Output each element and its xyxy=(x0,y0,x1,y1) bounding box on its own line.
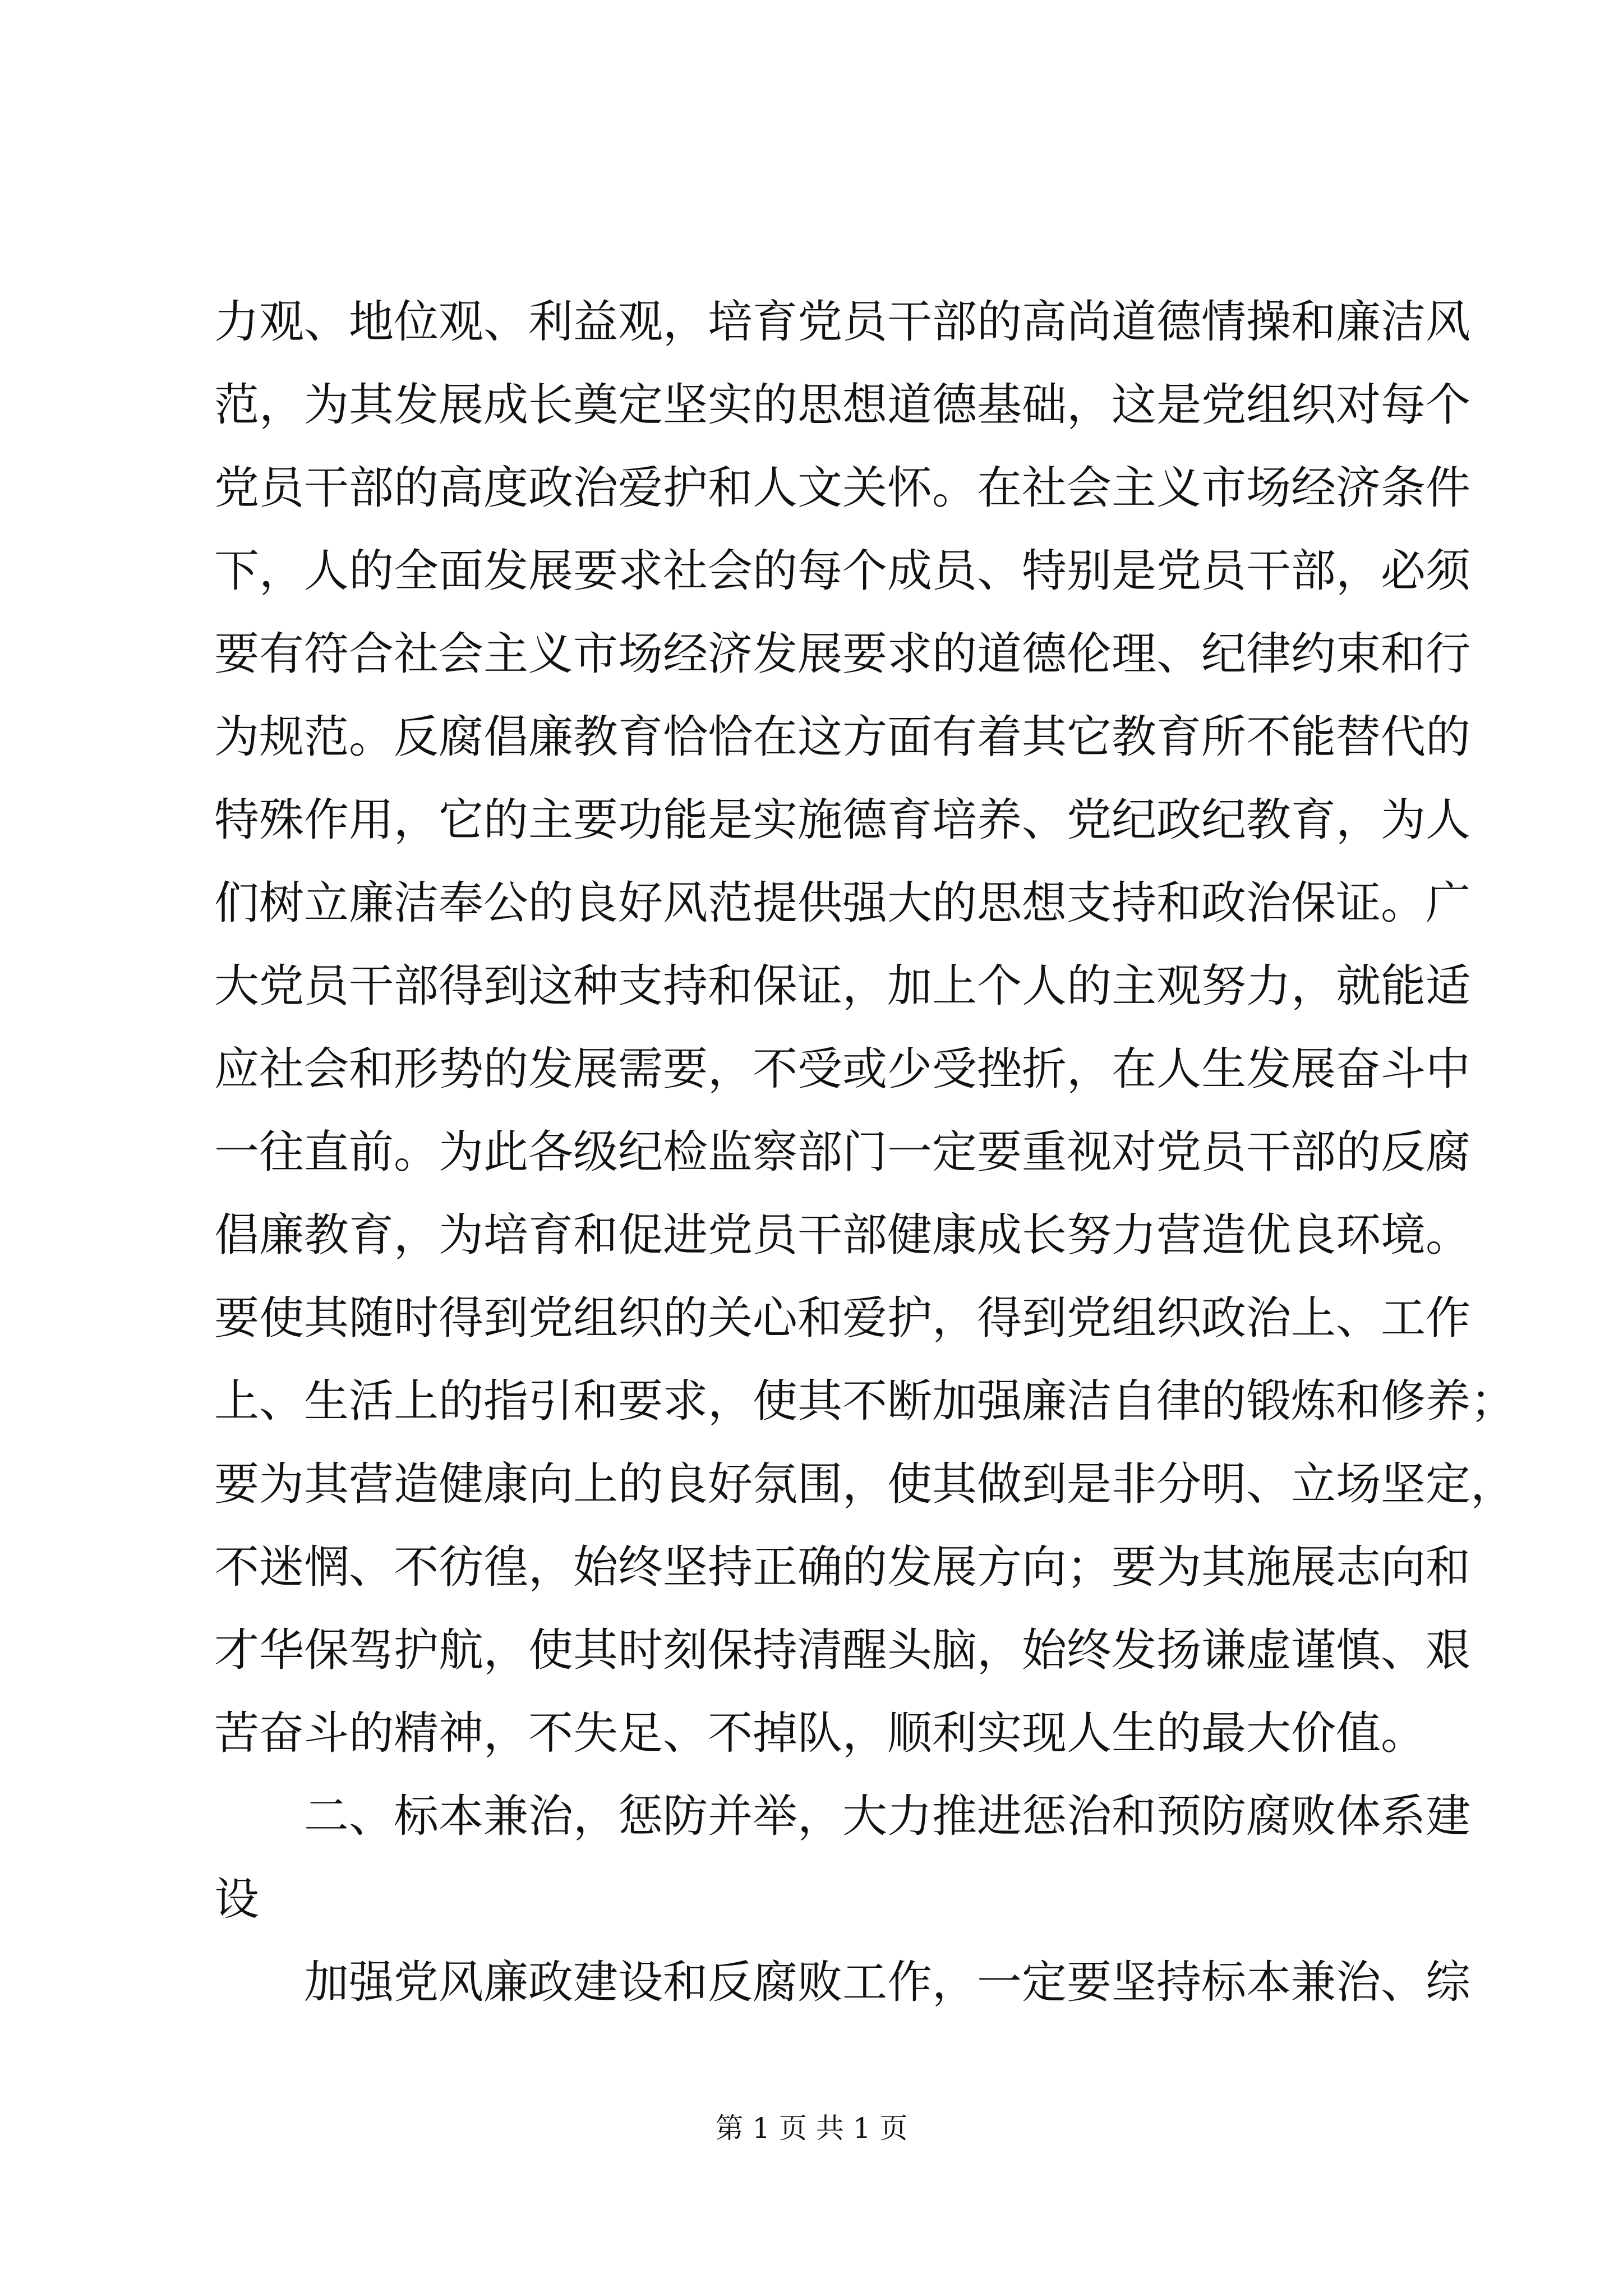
text-line: 党员干部的高度政治爱护和人文关怀。在社会主义市场经济条件 xyxy=(214,462,1470,514)
text-line: 要有符合社会主义市场经济发展要求的道德伦理、纪律约束和行 xyxy=(214,628,1470,680)
text-line: 范，为其发展成长奠定坚实的思想道德基础，这是党组织对每个 xyxy=(214,379,1470,431)
section-heading: 二、标本兼治，惩防并举，大力推进惩治和预防腐败体系建 xyxy=(304,1790,1470,1842)
body-text xyxy=(214,280,1515,2024)
text-line: 不迷惘、不彷徨，始终坚持正确的发展方向；要为其施展志向和 xyxy=(214,1541,1470,1593)
text-line: 特殊作用，它的主要功能是实施德育培养、党纪政纪教育，为人 xyxy=(214,794,1470,846)
text-line: 才华保驾护航，使其时刻保持清醒头脑，始终发扬谦虚谨慎、艰 xyxy=(214,1624,1470,1676)
section-heading-continued: 设 xyxy=(214,1873,259,1925)
text-line: 上、生活上的指引和要求，使其不断加强廉洁自律的锻炼和修养； xyxy=(214,1375,1515,1427)
text-line: 应社会和形势的发展需要，不受或少受挫折，在人生发展奋斗中 xyxy=(214,1043,1470,1095)
text-line: 力观、地位观、利益观，培育党员干部的高尚道德情操和廉洁风 xyxy=(214,296,1470,348)
text-line: 大党员干部得到这种支持和保证，加上个人的主观努力，就能适 xyxy=(214,960,1470,1012)
text-line: 下，人的全面发展要求社会的每个成员、特别是党员干部，必须 xyxy=(214,545,1470,597)
text-line: 苦奋斗的精神，不失足、不掉队，顺利实现人生的最大价值。 xyxy=(214,1707,1426,1759)
text-line: 为规范。反腐倡廉教育恰恰在这方面有着其它教育所不能替代的 xyxy=(214,711,1470,763)
text-line: 一往直前。为此各级纪检监察部门一定要重视对党员干部的反腐 xyxy=(214,1126,1470,1178)
text-line: 要为其营造健康向上的良好氛围，使其做到是非分明、立场坚定， xyxy=(214,1458,1515,1510)
page-footer: 第 1 页 共 1 页 xyxy=(715,2112,908,2145)
text-line: 们树立廉洁奉公的良好风范提供强大的思想支持和政治保证。广 xyxy=(214,877,1470,929)
text-line: 加强党风廉政建设和反腐败工作，一定要坚持标本兼治、综 xyxy=(304,1956,1470,2008)
text-line: 倡廉教育，为培育和促进党员干部健康成长努力营造优良环境。 xyxy=(214,1209,1470,1261)
text-line: 要使其随时得到党组织的关心和爱护，得到党组织政治上、工作 xyxy=(214,1292,1470,1344)
